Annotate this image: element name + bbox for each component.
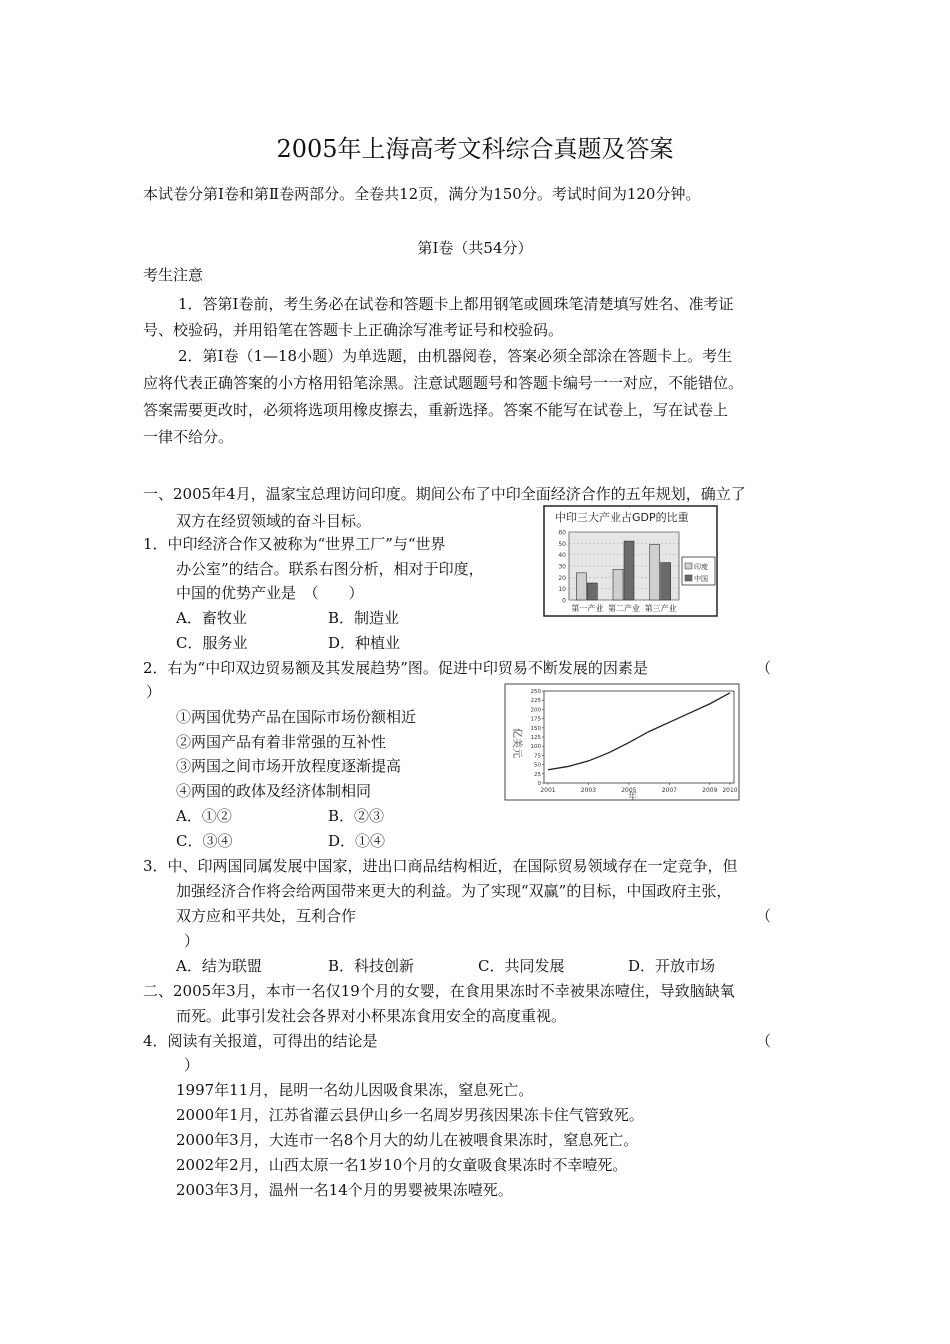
q3-option-d: D．开放市场 xyxy=(628,957,716,975)
q3-option-b: B．科技创新 xyxy=(328,957,415,975)
bar-ytick-label: 0 xyxy=(562,597,566,605)
notice-line: 1．答第Ⅰ卷前，考生务必在试卷和答题卡上都用钢笔或圆珠笔清楚填写姓名、准考证 xyxy=(178,295,734,313)
q2-option-d: D．①④ xyxy=(328,832,386,850)
bar-中国-第三产业 xyxy=(661,563,671,600)
q2-item: ④两国的政体及经济体制相同 xyxy=(176,782,372,800)
q4-paren-open: （ xyxy=(756,1032,772,1050)
bar-category-label: 第二产业 xyxy=(608,604,640,613)
q1-option-c: C．服务业 xyxy=(176,634,248,652)
section2-line: 而死。此事引发社会各界对小杯果冻食用安全的高度重视。 xyxy=(176,1007,567,1025)
q4-report: 2000年1月，江苏省灌云县伊山乡一名周岁男孩因果冻卡住气管致死。 xyxy=(176,1106,644,1124)
line-ytick-label: 0 xyxy=(537,781,541,787)
q4-report: 2002年2月，山西太原一名1岁10个月的女童吸食果冻时不幸噎死。 xyxy=(176,1156,628,1174)
notice-title: 考生注意 xyxy=(143,266,204,284)
notice-line: 号、校验码，并用铅笔在答题卡上正确涂写准考证号和校验码。 xyxy=(143,321,564,339)
q3-stem: 加强经济合作将会给两国带来更大的利益。为了实现“双赢”的目标，中国政府主张， xyxy=(176,882,732,900)
line-xtick-label: 2001 xyxy=(540,787,556,794)
line-ytick-label: 100 xyxy=(530,744,541,751)
line-ytick-label: 175 xyxy=(530,716,541,723)
q4-report: 2000年3月，大连市一名8个月大的幼儿在被喂食果冻时，窒息死亡。 xyxy=(176,1131,639,1149)
line-ytick-label: 250 xyxy=(530,689,541,695)
line-ytick-label: 75 xyxy=(534,753,541,760)
bar-ytick-label: 50 xyxy=(558,540,566,548)
bar-chart-title: 中印三大产业占GDP的比重 xyxy=(555,511,689,524)
line-xtick-label: 2003 xyxy=(580,787,597,794)
q1-stem: 中国的优势产业是 （ ） xyxy=(176,584,364,602)
notice-line: 应将代表正确答案的小方格用铅笔涂黑。注意试题题号和答题卡编号一一对应，不能错位。 xyxy=(143,374,744,392)
page-title: 2005年上海高考文科综合真题及答案 xyxy=(276,135,674,163)
q2-item: ③两国之间市场开放程度逐渐提高 xyxy=(176,757,402,775)
bar-category-label: 第三产业 xyxy=(644,604,677,613)
notice-line: 答案需要更改时，必须将选项用橡皮擦去，重新选择。答案不能写在试卷上，写在试卷上 xyxy=(143,401,729,419)
q2-item: ①两国优势产品在国际市场份额相近 xyxy=(176,708,417,726)
q3-option-c: C．共同发展 xyxy=(478,957,565,975)
q2-option-c: C．③④ xyxy=(176,832,233,850)
q4-paren-close: ） xyxy=(184,1056,200,1074)
q2-paren-close: ） xyxy=(146,683,162,701)
q1-option-b: B．制造业 xyxy=(328,609,400,627)
q3-stem: 3．中、印两国同属发展中国家，进出口商品结构相近，在国际贸易领域存在一定竞争，但 xyxy=(143,857,738,875)
line-ytick-label: 150 xyxy=(530,725,541,732)
q1-option-a: A．畜牧业 xyxy=(176,609,247,627)
q3-paren-open: （ xyxy=(756,907,772,925)
section1-line: 双方在经贸领域的奋斗目标。 xyxy=(176,512,372,530)
line-ytick-label: 225 xyxy=(530,698,541,705)
legend-swatch-印度 xyxy=(685,563,692,569)
line-xtick-label: 2005 xyxy=(621,787,637,794)
q3-option-a: A．结为联盟 xyxy=(176,957,262,975)
line-xtick-label: 2007 xyxy=(661,787,677,794)
legend-swatch-中国 xyxy=(685,575,692,581)
trade-volume-line-chart xyxy=(504,683,740,801)
q4-report: 1997年11月，昆明一名幼儿因吸食果冻，窒息死亡。 xyxy=(176,1081,534,1099)
line-ytick-label: 50 xyxy=(534,762,541,769)
q1-stem: 办公室”的结合。联系右图分析，相对于印度， xyxy=(176,560,484,578)
bar-印度-第二产业 xyxy=(613,569,623,600)
q1-option-d: D．种植业 xyxy=(328,634,401,652)
line-chart-ylabel: 亿美元 xyxy=(511,728,522,758)
bar-ytick-label: 60 xyxy=(558,529,566,537)
bar-中国-第二产业 xyxy=(624,541,634,600)
line-xtick-label: 2009 xyxy=(702,787,718,794)
bar-印度-第一产业 xyxy=(576,573,586,600)
line-ytick-label: 125 xyxy=(530,735,541,741)
legend-label-印度: 印度 xyxy=(694,563,708,571)
q2-option-a: A．①② xyxy=(176,807,232,825)
notice-line: 2．第Ⅰ卷（1—18小题）为单选题，由机器阅卷，答案必须全部涂在答题卡上。考生 xyxy=(178,347,733,365)
bar-ytick-label: 30 xyxy=(558,563,566,571)
gdp-share-bar-chart xyxy=(543,505,718,617)
q4-report: 2003年3月，温州一名14个月的男婴被果冻噎死。 xyxy=(176,1181,513,1199)
bar-中国-第一产业 xyxy=(587,583,597,600)
line-ytick-label: 200 xyxy=(530,707,541,714)
q3-paren-close: ） xyxy=(184,932,200,950)
bar-ytick-label: 40 xyxy=(558,552,566,560)
q1-stem: 1．中印经济合作又被称为“世界工厂”与“世界 xyxy=(143,535,446,553)
section2-line: 二、2005年3月，本市一名仅19个月的女婴，在食用果冻时不幸被果冻噎住，导致脑缺氧 xyxy=(143,982,735,1000)
line-xtick-label: 2010 xyxy=(722,787,738,794)
intro: 本试卷分第Ⅰ卷和第Ⅱ卷两部分。全卷共12页，满分为150分。考试时间为120分钟。 xyxy=(143,185,701,203)
line-chart-xlabel: 年 xyxy=(628,792,638,801)
q2-item: ②两国产品有着非常强的互补性 xyxy=(176,733,387,751)
bar-ytick-label: 20 xyxy=(558,574,566,582)
q2-option-b: B．②③ xyxy=(328,807,385,825)
bar-印度-第三产业 xyxy=(650,544,660,600)
q4-stem: 4．阅读有关报道，可得出的结论是 xyxy=(143,1032,378,1050)
part1-heading: 第Ⅰ卷（共54分） xyxy=(417,239,533,257)
q2-stem: 2．右为“中印双边贸易额及其发展趋势”图。促进中印贸易不断发展的因素是 xyxy=(143,659,648,677)
bar-category-label: 第一产业 xyxy=(571,604,604,613)
legend-label-中国: 中国 xyxy=(694,575,708,583)
bar-ytick-label: 10 xyxy=(558,586,566,594)
line-ytick-label: 25 xyxy=(534,771,541,778)
notice-line: 一律不给分。 xyxy=(143,428,234,446)
q2-paren-open: （ xyxy=(756,659,772,677)
section1-line: 一、2005年4月，温家宝总理访问印度。期间公布了中印全面经济合作的五年规划，确立了 xyxy=(143,485,746,503)
q3-stem: 双方应和平共处，互利合作 xyxy=(176,907,357,925)
